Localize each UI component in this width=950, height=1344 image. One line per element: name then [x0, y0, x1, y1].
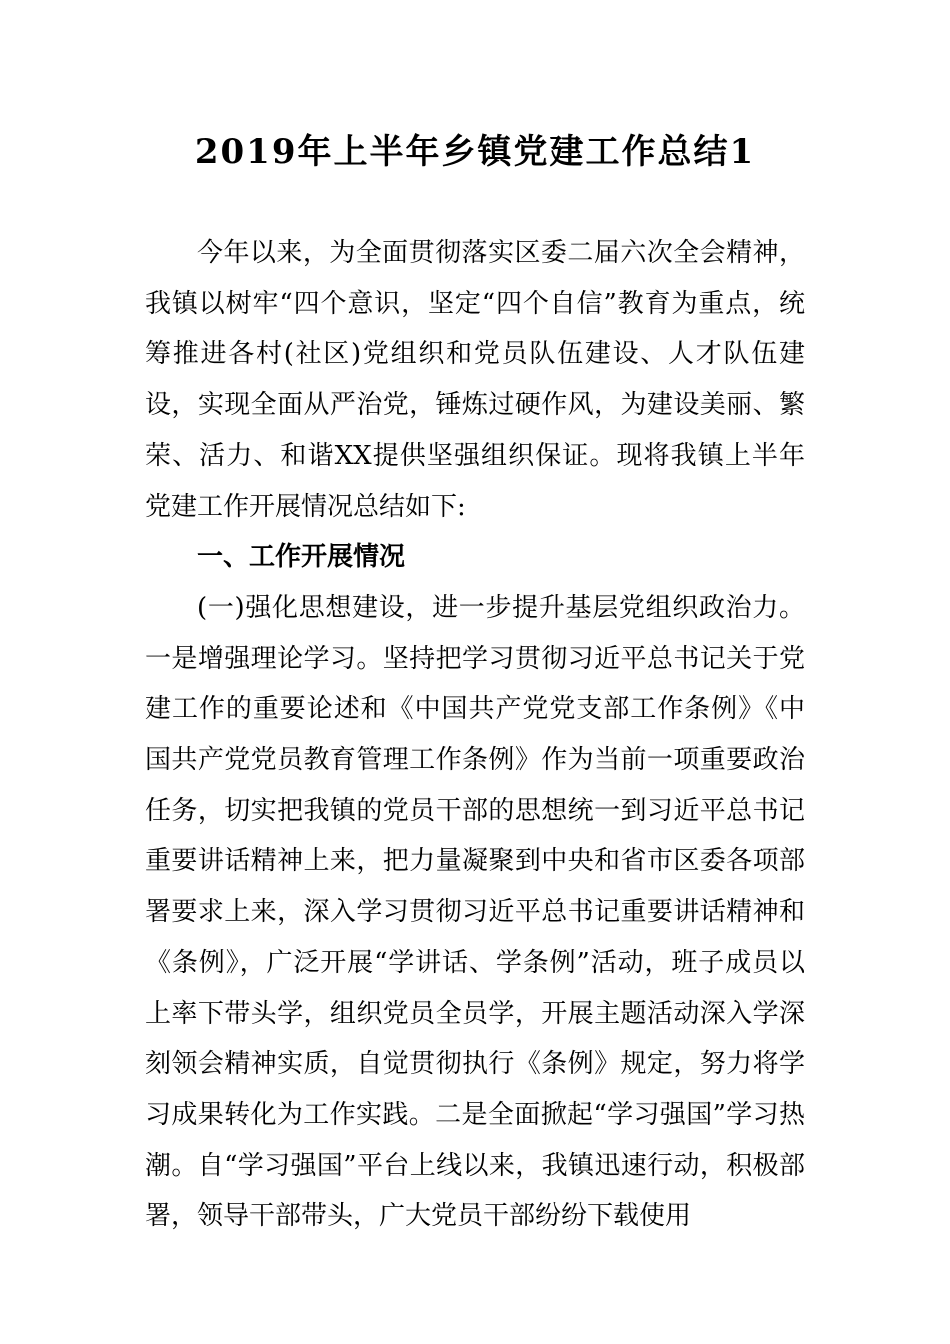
document-body [145, 228, 805, 1242]
intro-paragraph: 今年以来，为全面贯彻落实区委二届六次全会精神，我镇以树牢“四个意识，坚定“四个自信”教育为重点，统筹推进各村(社区)党组织和党员队伍建设、人才队伍建设，实现全面从严治党，锤炼过硬作风，为建设美丽、繁荣、活力、和谐XX提供坚强组织保证。现将我镇上半年党建工作开展情况总结如下: [145, 238, 805, 522]
document-title: 2019年上半年乡镇党建工作总结1 [194, 132, 756, 172]
subsection-paragraph: (一)强化思想建设，进一步提升基层党组织政治力。一是增强理论学习。坚持把学习贯彻习近平总书记关于党建工作的重要论述和《中国共产党党支部工作条例》《中国共产党党员教育管理工作条例》作为当前一项重要政治任务，切实把我镇的党员干部的思想统一到习近平总书记重要讲话精神上来，把力量凝聚到中央和省市区委各项部署要求上来，深入学习贯彻习近平总书记重要讲话精神和《条例》，广泛开展“学讲话、学条例”活动，班子成员以上率下带头学，组织党员全员学，开展主题活动深入学深刻领会精神实质，自觉贯彻执行《条例》规定，努力将学习成果转化为工作实践。二是全面掀起“学习强国”学习热潮。自“学习强国”平台上线以来，我镇迅速行动，积极部署，领导干部带头，广大党员干部纷纷下载使用 [145, 592, 805, 1232]
section-heading: 一、工作开展情况 [197, 542, 406, 573]
